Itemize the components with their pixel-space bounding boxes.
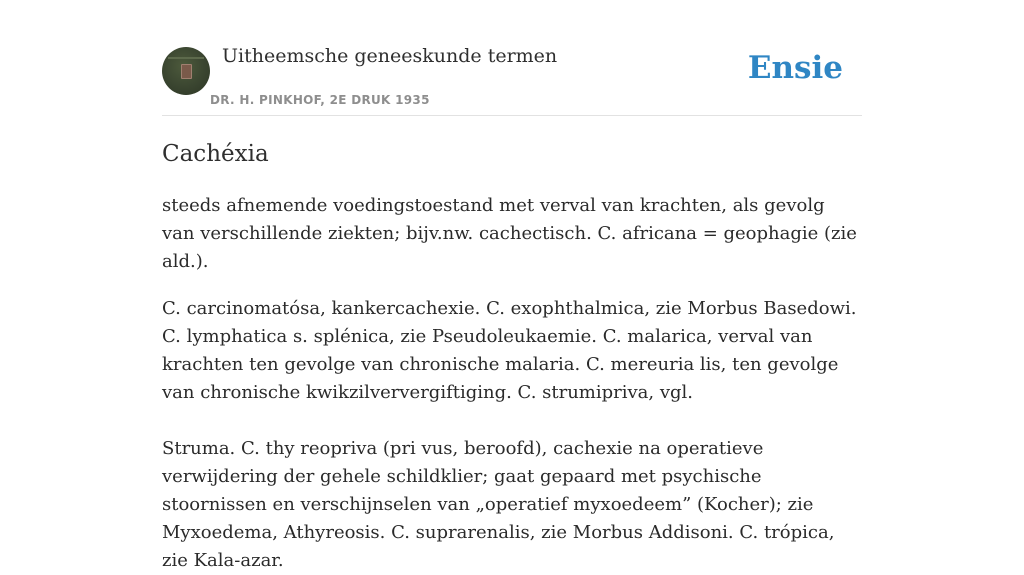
book-author: DR. H. PINKHOF, 2E DRUK 1935 (210, 93, 430, 107)
book-title[interactable]: Uitheemsche geneeskunde termen (222, 45, 558, 67)
cover-emblem-icon (181, 64, 192, 79)
article (162, 136, 862, 575)
article-paragraph: Struma. C. thy reopriva (pri vus, beroofd), cachexie na operatieve verwijdering der gehele schildklier; gaat gepaard met psychische stoornissen en verschijnselen van „operatief myxoedeem” (Kocher); zie Myxoedema, Athyreosis. C. suprarenalis, zie Morbus Addisoni. C. trópica, zie Kala-azar. (162, 438, 835, 571)
article-term: Cachéxia (162, 141, 269, 167)
ensie-logo[interactable]: Ensie (747, 50, 843, 86)
article-paragraph: C. carcinomatósa, kankercachexie. C. exophthalmica, zie Morbus Basedowi. C. lymphatica s. splénica, zie Pseudoleukaemie. C. malarica, verval van krachten ten gevolge van chronische malaria. C. mereuria lis, ten gevolge van chronische kwikzilververgiftiging. C. strumipriva, vgl. (162, 298, 857, 403)
book-cover-avatar[interactable] (162, 47, 210, 95)
cover-band (168, 57, 204, 59)
book-header (162, 0, 862, 116)
article-paragraph: steeds afnemende voedingstoestand met verval van krachten, als gevolg van verschillende ziekten; bijv.nw. cachectisch. C. africana = geophagie (zie ald.). (162, 195, 857, 272)
